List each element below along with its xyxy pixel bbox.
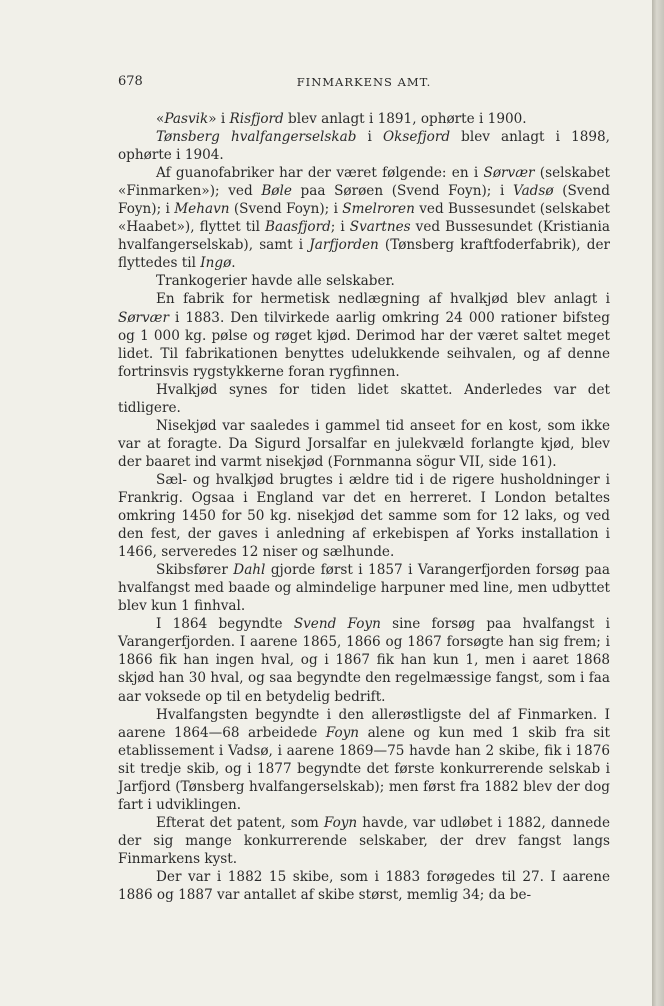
paragraph (118, 417, 610, 471)
paragraph (118, 110, 610, 128)
paragraph (118, 868, 610, 904)
text-run: En fabrik for hermetisk nedlægning af hvalkjød blev anlagt i (156, 291, 610, 308)
text-run: (Svend Foyn); i (229, 201, 343, 218)
text-run: Af guanofabriker har der været følgende: en i (156, 165, 484, 182)
italic-text: Risfjord (229, 111, 284, 127)
text-run: I 1864 begyndte (156, 616, 294, 633)
italic-text: Foyn (323, 814, 358, 831)
text-run: i 1883. Den tilvirkede aarlig omkring 24 000 rationer bifsteg og 1 000 kg. pølse og røget kjød. Derimod har der været saltet meget lidet. Til fabrikationen benyttes udelukkende seihvalen, og af denne fortrinsvis rygstykkerne foran rygfinnen. (118, 309, 610, 380)
paragraph (118, 615, 610, 705)
text-run: Der var i 1882 15 skibe, som i 1883 forøgedes til 27. I aarene 1886 og 1887 var antallet af skibe størst, memlig 34; da be- (118, 868, 610, 904)
paragraph (118, 471, 610, 561)
running-title: FINMARKENS AMT. (296, 75, 432, 89)
paragraph (118, 272, 610, 290)
paragraph (118, 128, 610, 164)
italic-text: Svartnes (349, 219, 411, 236)
text-run: gjorde først i 1857 i Varangerfjorden forsøg paa hvalfangst med baade og almindelige harpuner med line, men udbyttet blev kun 1 finhval. (118, 562, 610, 615)
text-run: alene og kun med 1 skib fra sit etablissement i Vadsø, i aarene 1869—75 havde han 2 skibe, fik i 1876 sit tredje skib, og i 1877 begyndte det første konkurrerende selskab i Jarfjord (Tønsberg hvalfangerselskab); men først fra 1882 blev der dog fart i udviklingen. (118, 724, 610, 813)
text-run: « (156, 111, 165, 127)
text-run: (selskabet «Finmarken»); ved (118, 165, 610, 200)
italic-text: Sørvær (118, 309, 169, 326)
text-run: ; i (330, 219, 350, 236)
text-run: paa Sørøen (Svend Foyn); i (291, 183, 513, 200)
text-run: Trankogerier havde alle selskaber. (156, 273, 395, 290)
text-run: (Svend Foyn); i (118, 183, 610, 218)
italic-text: Ingø (200, 255, 232, 272)
italic-text: Bøle (261, 183, 292, 200)
text-run: i (356, 129, 383, 146)
body-text (118, 110, 610, 904)
text-run: ved Bussesundet (selskabet «Haabet»), flyttet til (118, 201, 610, 236)
text-run: ved Bussesundet (Kristiania hvalfangerselskab), samt i (118, 219, 610, 254)
text-run: havde, var udløbet i 1882, dannede der sig mange konkurrerende selskaber, der drev fangst langs Finmarkens kyst. (118, 814, 610, 867)
page-number: 678 (118, 74, 143, 89)
paragraph (118, 561, 610, 615)
italic-text: Tønsberg hvalfangerselskab (156, 129, 357, 146)
text-run: . (231, 255, 236, 272)
text-run: (Tønsberg kraftfoderfabrik), der flyttedes til (118, 237, 610, 272)
paragraph (118, 706, 610, 814)
paragraph (118, 290, 610, 380)
italic-text: Mehavn (174, 201, 230, 218)
italic-text: Vadsø (513, 183, 554, 200)
italic-text: Foyn (325, 724, 360, 741)
text-run: » i (208, 111, 230, 127)
text-run: Hvalkjød synes for tiden lidet skattet. Anderledes var det tidligere. (118, 381, 610, 416)
italic-text: Oksefjord (382, 129, 451, 146)
paragraph (118, 381, 610, 417)
italic-text: Dahl (233, 562, 266, 579)
paragraph (118, 164, 610, 272)
italic-text: Svend Foyn (293, 616, 381, 633)
text-run: Skibsfører (156, 562, 234, 579)
italic-text: Sørvær (483, 165, 535, 182)
italic-text: Jarfjorden (309, 237, 379, 254)
text-run: Nisekjød var saaledes i gammel tid anseet for en kost, som ikke var at foragte. Da Sigurd Jorsalfar en julekvæld forlangte kjød, blev der baaret ind varmt nisekjød (Fornmanna sögur VII, side 161). (118, 417, 610, 470)
text-run: sine forsøg paa hvalfangst i Varangerfjorden. I aarene 1865, 1866 og 1867 forsøgte han sig frem; i 1866 fik han ingen hval, og i 1867 fik han kun 1, men i aaret 1868 skjød han 30 hval, og saa begyndte den regelmæssige fangst, som i faa aar voksede op til en betydelig bedrift. (118, 616, 610, 705)
text-run: blev anlagt i 1891, ophørte i 1900. (283, 111, 527, 127)
italic-text: Pasvik (164, 111, 209, 127)
text-run: Sæl- og hvalkjød brugtes i ældre tid i de rigere husholdninger i Frankrig. Ogsaa i England var det en herreret. I London betaltes omkring 1450 for 50 kg. nisekjød det samme som for 12 laks, og ved den fest, der gaves i anledning af erkebispen af Yorks installation i 1466, serveredes 12 niser og sælhunde. (118, 471, 610, 561)
italic-text: Baasfjord (264, 219, 331, 236)
text-run: Efterat det patent, som (156, 814, 324, 831)
italic-text: Smelroren (342, 201, 415, 218)
page-edge (652, 0, 664, 1006)
paragraph (118, 814, 610, 868)
running-head (118, 74, 610, 92)
text-run: Hvalfangsten begyndte i den allerøstligste del af Finmarken. I aarene 1864—68 arbeidede (118, 706, 610, 741)
text-run: blev anlagt i 1898, ophørte i 1904. (118, 129, 610, 164)
